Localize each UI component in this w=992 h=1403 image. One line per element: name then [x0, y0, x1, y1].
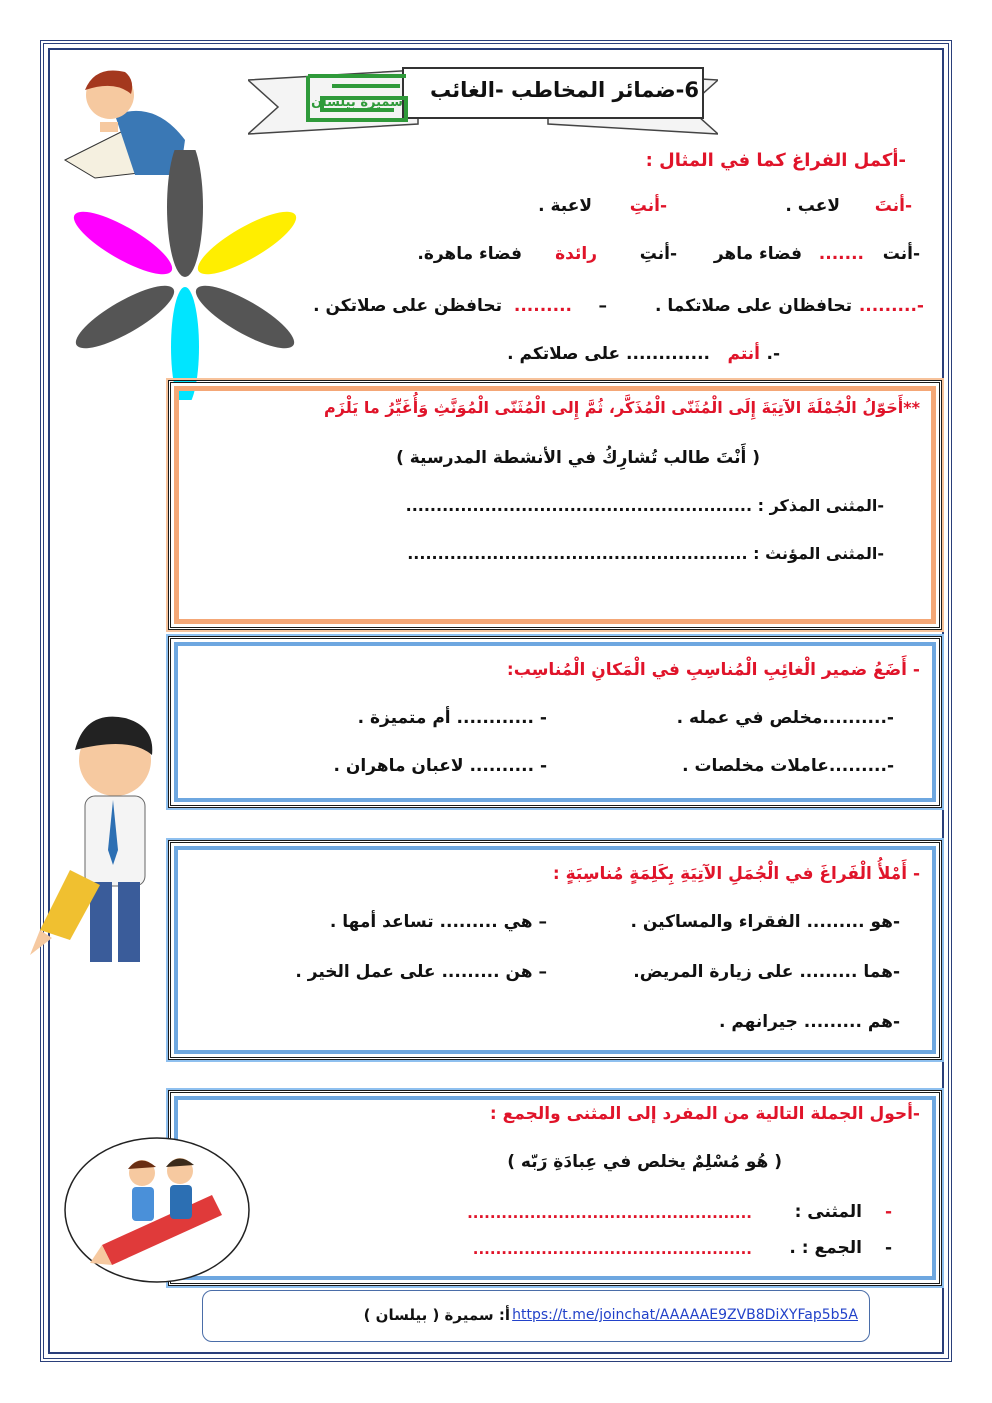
fill-r3c1: -هم ......... جيرانهم .	[718, 1012, 900, 1032]
pronoun-r1c2: - ............ أم متميزة .	[357, 708, 547, 728]
plural-sentence: ( هُو مُسْلِمٌ يخلص في عِبادَةِ رَبّه )	[507, 1152, 782, 1172]
dual-dash: -	[884, 1202, 892, 1222]
ex3-p2: تحافظان على صلاتكما .	[655, 296, 852, 316]
plural-dash: -	[884, 1238, 892, 1258]
ex2-p5: رائدة	[555, 244, 597, 264]
ex1-p3: -أنتِ	[629, 196, 667, 216]
dual-label: المثنى :	[794, 1202, 862, 1222]
pronoun-instruction: - أَضَعُ ضمير الْغائِبِ الْمُناسِبِ في الْمَكانِ الْمُناسِب:	[506, 660, 920, 680]
ex1-p2: لاعب .	[785, 196, 840, 216]
flower-decoration	[65, 150, 305, 400]
plural-label: الجمع : .	[789, 1238, 862, 1258]
boy-pencil-illustration	[30, 700, 170, 980]
logo-text: سميرة بيلسان	[311, 95, 403, 110]
ex1-p1: -أنتَ	[874, 196, 912, 216]
footer-author: أ: سميرة ( بيلسان )	[363, 1306, 510, 1324]
ex4-p1: -.	[766, 344, 780, 364]
fill-r2c2: – هن ......... على عمل الخير .	[295, 962, 547, 982]
plural-instruction: -أحول الجملة التالية من المفرد إلى المثنى والجمع :	[489, 1104, 920, 1124]
pronoun-r2c1: -.........عاملات مخلصات .	[682, 756, 894, 776]
ex3-p1: -.........	[858, 296, 924, 316]
example-instruction: -أكمل الفراغ كما في المثال :	[645, 150, 906, 171]
dual-dots: ..................................................	[467, 1204, 752, 1222]
ex2-p2: .......	[818, 244, 864, 264]
ex2-p4: -أنتِ	[639, 244, 677, 264]
convert-instruction: **أَحَوّلُ الْجُمْلَةَ الآتِيَةَ إِلَى الْمُثَنّى الْمُذَكَّر، ثُمَّ إِلى الْمُثَنّى الْمُوَنَّثِ وَأُغَيِّرُ ما يَلْزَم	[324, 398, 920, 417]
pronoun-r1c1: -..........مخلص في عمله .	[676, 708, 894, 728]
fill-r1c2: – هي ......... تساعد أمها .	[329, 912, 547, 932]
ex4-p2: أنتم	[727, 344, 760, 364]
ex2-p1: -أنت	[882, 244, 920, 264]
ex2-p6: فضاء ماهرة.	[417, 244, 522, 264]
plural-dots: .................................................	[472, 1240, 752, 1258]
logo-graphic	[302, 70, 412, 126]
fill-r2c1: -هما ......... على زيارة المريض.	[633, 962, 900, 982]
dual-masc-line: -المثنى المذكر : .........................................................	[405, 496, 884, 515]
pronoun-r2c2: - .......... لاعبان ماهران .	[333, 756, 547, 776]
ex3-p5: تحافظن على صلاتكن .	[313, 296, 502, 316]
footer-link[interactable]: https://t.me/joinchat/AAAAAE9ZVB8DiXYFap5b5A	[512, 1307, 858, 1323]
convert-sentence: ( أَنْتَ طالب تُشارِكُ في الأنشطة المدرسية )	[396, 448, 760, 468]
ex1-p4: لاعبة .	[538, 196, 592, 216]
kids-pencil-illustration	[62, 1135, 252, 1285]
ex3-p3: –	[598, 296, 607, 316]
page-title: 6-ضمائر المخاطب -الغائب	[430, 78, 700, 102]
ex3-p4: .........	[513, 296, 572, 316]
ex2-p3: فضاء ماهر	[713, 244, 802, 264]
fill-r1c1: -هو ......... الفقراء والمساكين .	[630, 912, 900, 932]
dual-fem-line: -المثنى المؤنث : ........................................................	[407, 544, 884, 563]
fill-instruction: - أَمْلأُ الْفَراغَ في الْجُمَلِ الآتِيَةِ بِكَلِمَةٍ مُناسِبَةٍ :	[552, 864, 920, 884]
ex4-p3: ............. على صلاتكم .	[507, 344, 710, 364]
